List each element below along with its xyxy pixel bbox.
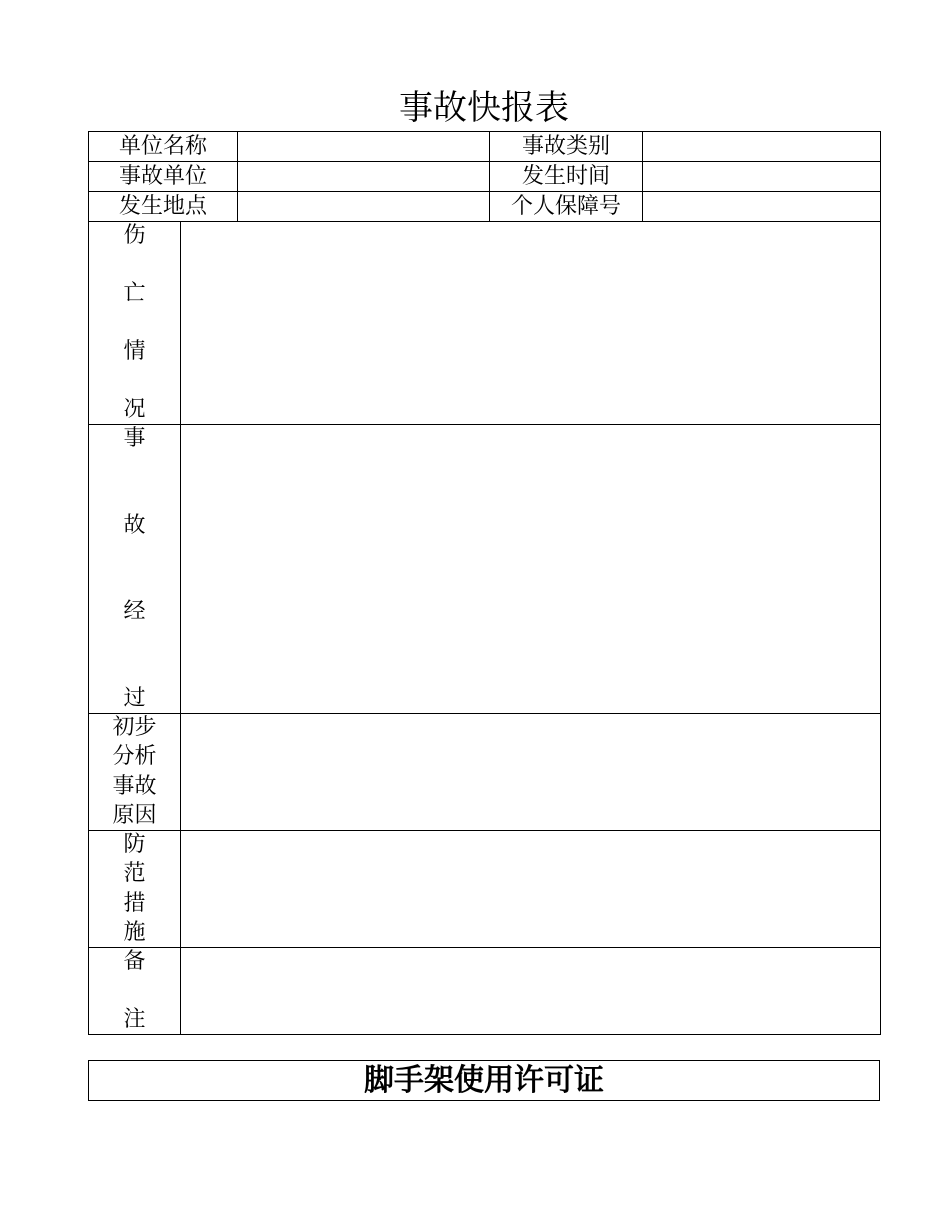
casualties-label-char: 况 xyxy=(123,397,146,422)
process-content-field[interactable] xyxy=(181,425,881,714)
accident-report-table xyxy=(88,131,881,1035)
section-cause xyxy=(89,714,881,831)
process-label-char: 过 xyxy=(123,685,146,711)
accident-category-label: 事故类别 xyxy=(490,132,643,162)
unit-name-field[interactable] xyxy=(238,132,490,162)
casualties-label-char: 亡 xyxy=(123,281,146,306)
cause-label-line: 事故 xyxy=(112,773,157,799)
casualties-label-char: 伤 xyxy=(123,223,146,248)
process-label-char: 经 xyxy=(123,599,146,625)
casualties-label-char: 情 xyxy=(123,339,146,364)
casualties-content-field[interactable] xyxy=(181,222,881,425)
cause-label-line: 初步 xyxy=(112,715,157,740)
report-title: 事故快报表 xyxy=(399,88,569,128)
remarks-content-field[interactable] xyxy=(181,948,881,1035)
accident-category-field[interactable] xyxy=(643,132,881,162)
info-row-accident-unit xyxy=(89,162,881,192)
remarks-label-char: 备 xyxy=(123,949,146,974)
prevention-label xyxy=(89,831,181,948)
section-prevention xyxy=(89,831,881,948)
cause-label-line: 分析 xyxy=(112,744,157,770)
prevention-label-char: 措 xyxy=(123,890,146,916)
casualties-label xyxy=(89,222,181,425)
occurrence-time-field[interactable] xyxy=(643,162,881,192)
unit-name-label: 单位名称 xyxy=(89,132,238,162)
accident-unit-label: 事故单位 xyxy=(89,162,238,192)
info-row-location xyxy=(89,192,881,222)
section-casualties xyxy=(89,222,881,425)
scaffold-permit-title: 脚手架使用许可证 xyxy=(89,1061,880,1101)
location-label: 发生地点 xyxy=(89,192,238,222)
info-row-unit-name xyxy=(89,132,881,162)
occurrence-time-label: 发生时间 xyxy=(490,162,643,192)
prevention-label-char: 范 xyxy=(123,861,146,887)
process-label xyxy=(89,425,181,714)
section-process xyxy=(89,425,881,714)
personal-insurance-no-field[interactable] xyxy=(643,192,881,222)
prevention-label-char: 防 xyxy=(123,832,146,857)
scaffold-permit-table xyxy=(88,1060,880,1101)
cause-label xyxy=(89,714,181,831)
process-label-char: 事 xyxy=(123,426,146,451)
prevention-content-field[interactable] xyxy=(181,831,881,948)
cause-content-field[interactable] xyxy=(181,714,881,831)
cause-label-line: 原因 xyxy=(112,802,157,828)
prevention-label-char: 施 xyxy=(123,919,146,945)
location-field[interactable] xyxy=(238,192,490,222)
accident-unit-field[interactable] xyxy=(238,162,490,192)
personal-insurance-no-label: 个人保障号 xyxy=(490,192,643,222)
process-label-char: 故 xyxy=(123,512,146,538)
remarks-label xyxy=(89,948,181,1035)
remarks-label-char: 注 xyxy=(123,1007,146,1032)
section-remarks xyxy=(89,948,881,1035)
